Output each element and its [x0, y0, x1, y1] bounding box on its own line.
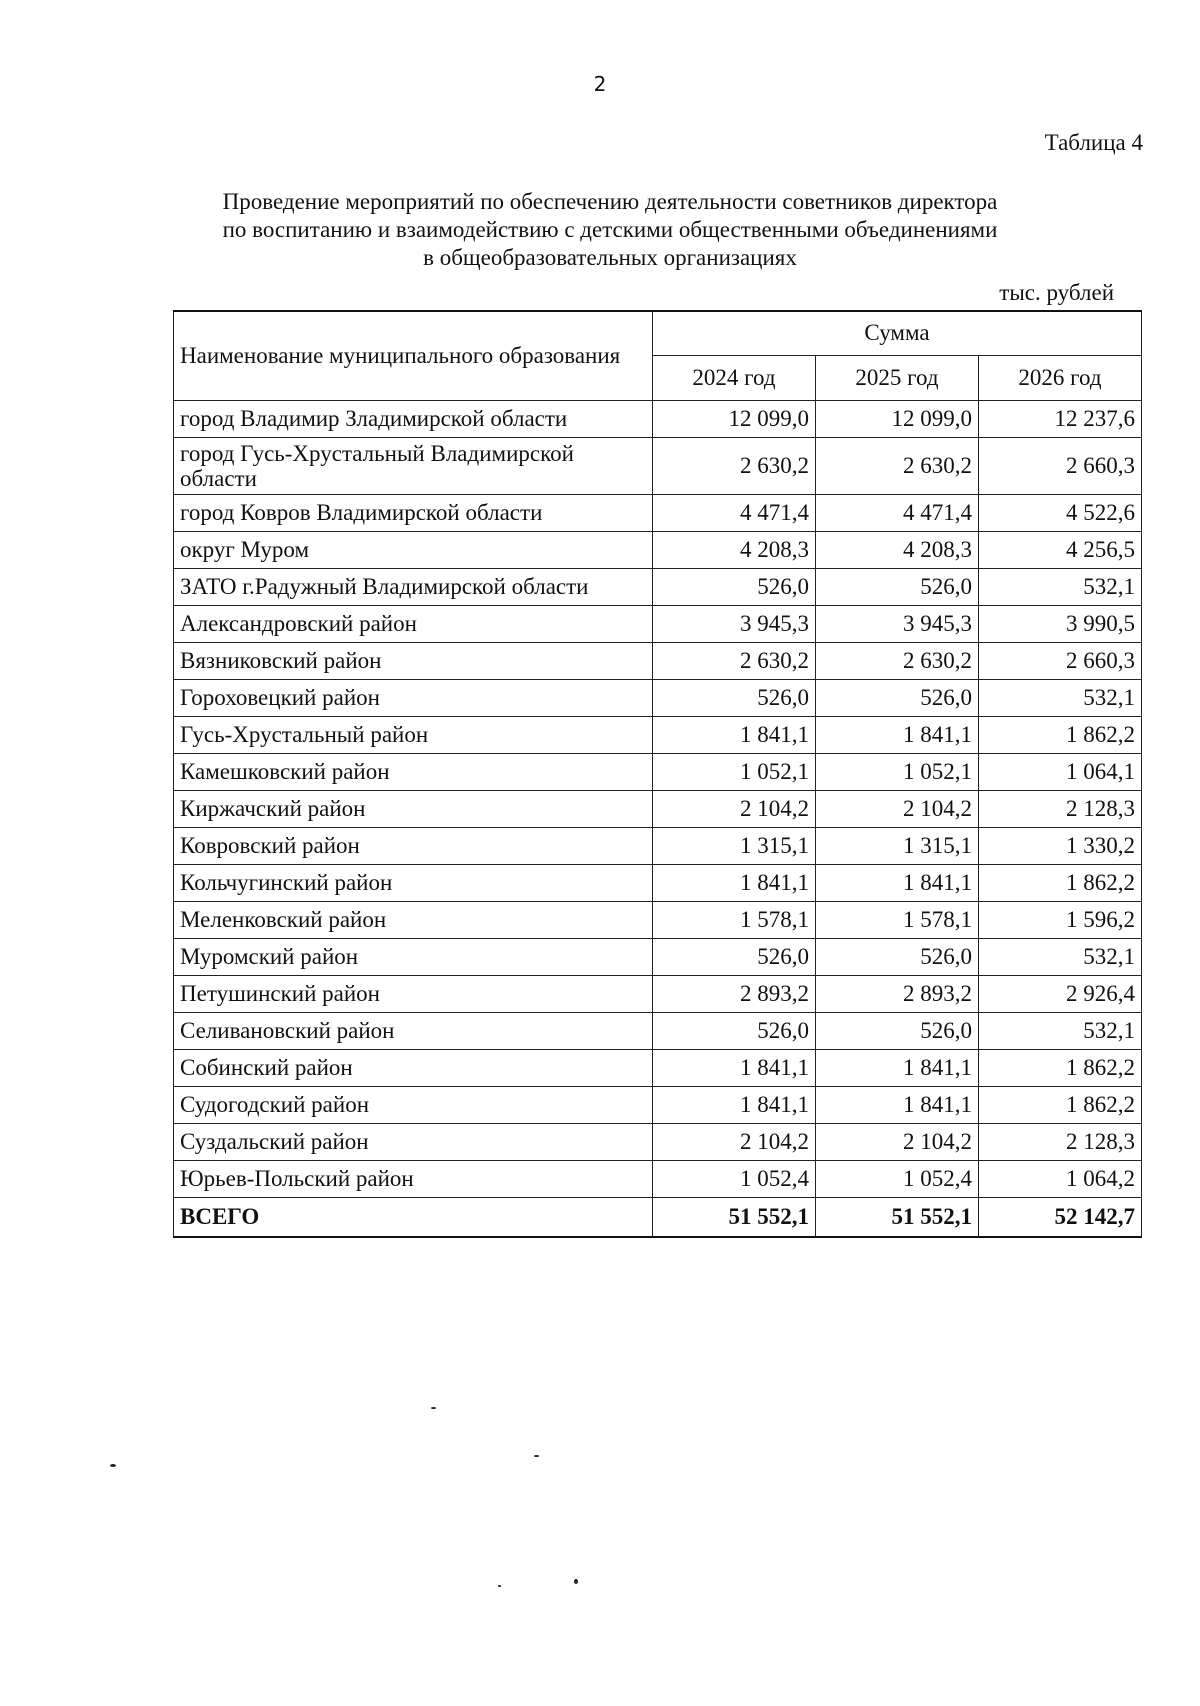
row-value-2024: 1 052,4	[653, 1161, 816, 1198]
row-name: Александровский район	[174, 606, 653, 643]
row-value-2024: 1 841,1	[653, 865, 816, 902]
row-value-2026: 532,1	[979, 680, 1142, 717]
row-name: округ Муром	[174, 532, 653, 569]
row-value-2026: 1 862,2	[979, 865, 1142, 902]
table-body	[174, 401, 1142, 1238]
table-row	[174, 401, 1142, 438]
column-header-year: 2026 год	[979, 355, 1142, 400]
row-value-2025: 2 630,2	[816, 438, 979, 495]
table-row	[174, 717, 1142, 754]
table-row	[174, 532, 1142, 569]
row-value-2025: 1 841,1	[816, 865, 979, 902]
row-value-2025: 1 841,1	[816, 1087, 979, 1124]
row-name: Собинский район	[174, 1050, 653, 1087]
row-name: Суздальский район	[174, 1124, 653, 1161]
row-value-2024: 2 104,2	[653, 1124, 816, 1161]
row-value-2024: 526,0	[653, 1013, 816, 1050]
row-name: Меленковский район	[174, 902, 653, 939]
total-row	[174, 1198, 1142, 1238]
table-row	[174, 1124, 1142, 1161]
table-label: Таблица 4	[1044, 130, 1143, 155]
row-value-2024: 1 315,1	[653, 828, 816, 865]
row-value-2026: 2 128,3	[979, 791, 1142, 828]
row-value-2025: 1 841,1	[816, 717, 979, 754]
row-value-2024: 4 208,3	[653, 532, 816, 569]
row-value-2024: 2 630,2	[653, 643, 816, 680]
column-header-year: 2024 год	[653, 355, 816, 400]
row-name: Муромский район	[174, 939, 653, 976]
row-name: Судогодский район	[174, 1087, 653, 1124]
row-value-2025: 2 893,2	[816, 976, 979, 1013]
row-name: Камешковский район	[174, 754, 653, 791]
table-row	[174, 754, 1142, 791]
column-header-year: 2025 год	[816, 355, 979, 400]
row-value-2025: 12 099,0	[816, 401, 979, 438]
row-value-2026: 1 862,2	[979, 1087, 1142, 1124]
table-row	[174, 828, 1142, 865]
row-value-2025: 526,0	[816, 680, 979, 717]
row-value-2025: 1 315,1	[816, 828, 979, 865]
row-value-2025: 2 630,2	[816, 643, 979, 680]
row-value-2025: 1 052,1	[816, 754, 979, 791]
column-header-name: Наименование муниципального образования	[174, 311, 653, 401]
row-value-2025: 1 052,4	[816, 1161, 979, 1198]
table-row	[174, 438, 1142, 495]
row-value-2026: 532,1	[979, 1013, 1142, 1050]
row-value-2025: 2 104,2	[816, 1124, 979, 1161]
budget-table	[173, 310, 1142, 1238]
table-row	[174, 976, 1142, 1013]
table-row	[174, 569, 1142, 606]
page-number: 2	[593, 72, 607, 96]
row-name: ЗАТО г.Радужный Владимирской области	[174, 569, 653, 606]
table-row	[174, 1013, 1142, 1050]
total-value-2026: 52 142,7	[979, 1198, 1142, 1238]
row-value-2024: 12 099,0	[653, 401, 816, 438]
row-value-2024: 526,0	[653, 569, 816, 606]
table-title	[175, 188, 1045, 272]
scan-speck	[534, 1455, 539, 1457]
row-value-2025: 1 578,1	[816, 902, 979, 939]
row-value-2026: 2 660,3	[979, 643, 1142, 680]
table-row	[174, 1161, 1142, 1198]
table-row	[174, 495, 1142, 532]
table-title-line: Проведение мероприятий по обеспечению деятельности советников директора	[222, 189, 998, 214]
row-value-2024: 3 945,3	[653, 606, 816, 643]
total-value-2025: 51 552,1	[816, 1198, 979, 1238]
row-name: Юрьев-Польский район	[174, 1161, 653, 1198]
row-name: Кольчугинский район	[174, 865, 653, 902]
row-value-2026: 532,1	[979, 569, 1142, 606]
row-name: Гусь-Хрустальный район	[174, 717, 653, 754]
row-value-2025: 526,0	[816, 939, 979, 976]
row-value-2025: 4 208,3	[816, 532, 979, 569]
row-value-2026: 12 237,6	[979, 401, 1142, 438]
row-value-2025: 3 945,3	[816, 606, 979, 643]
row-value-2024: 526,0	[653, 680, 816, 717]
scan-speck	[498, 1585, 501, 1587]
row-value-2025: 526,0	[816, 569, 979, 606]
row-value-2025: 2 104,2	[816, 791, 979, 828]
row-name: город Ковров Владимирской области	[174, 495, 653, 532]
row-value-2024: 1 841,1	[653, 1050, 816, 1087]
row-value-2025: 526,0	[816, 1013, 979, 1050]
row-name: Гороховецкий район	[174, 680, 653, 717]
row-value-2026: 4 256,5	[979, 532, 1142, 569]
row-name: Киржачский район	[174, 791, 653, 828]
table-row	[174, 902, 1142, 939]
table-row	[174, 791, 1142, 828]
total-value-2024: 51 552,1	[653, 1198, 816, 1238]
row-value-2025: 4 471,4	[816, 495, 979, 532]
row-value-2026: 3 990,5	[979, 606, 1142, 643]
row-value-2024: 2 630,2	[653, 438, 816, 495]
scan-speck	[431, 1407, 436, 1409]
row-name: Петушинский район	[174, 976, 653, 1013]
row-value-2026: 4 522,6	[979, 495, 1142, 532]
row-value-2026: 2 128,3	[979, 1124, 1142, 1161]
row-name: Селивановский район	[174, 1013, 653, 1050]
table-title-line: по воспитанию и взаимодействию с детскими общественными объединениями	[222, 217, 998, 242]
row-value-2024: 1 841,1	[653, 717, 816, 754]
table-title-line: в общеобразовательных организациях	[423, 245, 797, 270]
row-value-2024: 1 052,1	[653, 754, 816, 791]
units-label: тыс. рублей	[999, 280, 1114, 305]
table-row	[174, 1087, 1142, 1124]
table-row	[174, 1050, 1142, 1087]
table-row	[174, 865, 1142, 902]
row-value-2024: 526,0	[653, 939, 816, 976]
row-name: Ковровский район	[174, 828, 653, 865]
row-value-2026: 532,1	[979, 939, 1142, 976]
row-value-2026: 2 660,3	[979, 438, 1142, 495]
row-name: Вязниковский район	[174, 643, 653, 680]
header-row	[174, 311, 1142, 355]
row-name: город Гусь-Хрустальный Владимирской области	[174, 438, 653, 495]
total-label: ВСЕГО	[174, 1198, 653, 1238]
column-header-sum: Сумма	[653, 311, 1142, 355]
table-row	[174, 643, 1142, 680]
scan-speck	[574, 1579, 578, 1584]
row-name: город Владимир Зладимирской области	[174, 401, 653, 438]
row-value-2024: 2 104,2	[653, 791, 816, 828]
row-value-2026: 1 862,2	[979, 1050, 1142, 1087]
table-row	[174, 606, 1142, 643]
table-row	[174, 939, 1142, 976]
scan-speck	[110, 1464, 116, 1467]
row-value-2026: 1 596,2	[979, 902, 1142, 939]
row-value-2026: 2 926,4	[979, 976, 1142, 1013]
table-row	[174, 680, 1142, 717]
row-value-2024: 1 578,1	[653, 902, 816, 939]
row-value-2026: 1 064,2	[979, 1161, 1142, 1198]
row-value-2024: 1 841,1	[653, 1087, 816, 1124]
row-value-2026: 1 064,1	[979, 754, 1142, 791]
row-value-2024: 4 471,4	[653, 495, 816, 532]
row-value-2024: 2 893,2	[653, 976, 816, 1013]
row-value-2025: 1 841,1	[816, 1050, 979, 1087]
row-value-2026: 1 862,2	[979, 717, 1142, 754]
row-value-2026: 1 330,2	[979, 828, 1142, 865]
